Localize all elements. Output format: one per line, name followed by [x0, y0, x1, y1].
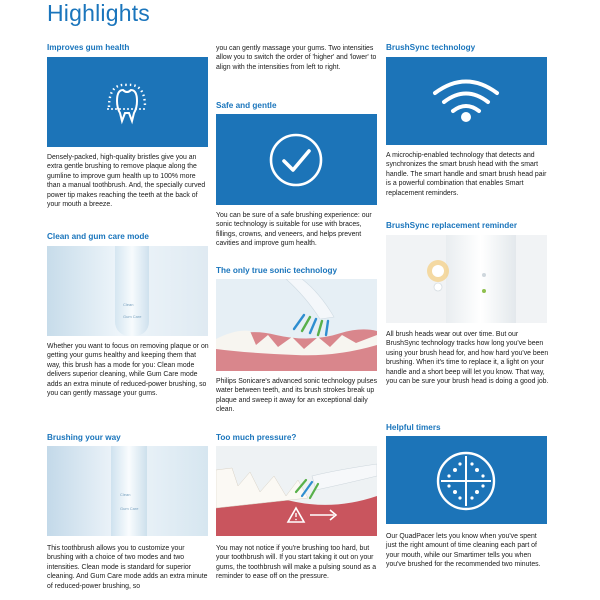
- replacement-image: [386, 235, 547, 323]
- timers-image: [386, 436, 547, 524]
- pressure-image: [216, 446, 377, 536]
- brushing-way-text: This toothbrush allows you to customize your brushing with a choice of two modes and two intensities. Clean mode is standard for superior cleaning. And Gum Care mode adds an extra minute of reduced-power brushing, so: [47, 545, 208, 590]
- brushsync-text: A microchip-enabled technology that detects and synchronizes the smart brush head with the smart handle. The smart handle and smart brush head pair is a powerful combination that enables Smart replacement reminders.: [386, 152, 547, 197]
- clean-gum-mode-text: Whether you want to focus on removing plaque or on getting your gums healthy and keeping them that way, this brush has a mode for you: Clean mode delivers superior cleaning, while Gum Care mode adds an extra minute of reduced-power brushing, so you can gently massage your gums.: [47, 343, 209, 398]
- handle-mode-label-clean: Clean: [120, 492, 131, 497]
- pressure-text: You may not notice if you're brushing too hard, but your toothbrush will. If you start taking it out on your gums, the toothbrush will make a pulsing sound as a reminder to ease off on the pressure.: [216, 545, 377, 581]
- section-title-sonic-tech: The only true sonic technology: [216, 266, 338, 275]
- checkmark-icon: [216, 114, 377, 205]
- replacement-light-icon: [386, 235, 547, 323]
- brushsync-image: [386, 57, 547, 145]
- brushhead-teeth-illustration: [216, 279, 377, 371]
- section-title-timers: Helpful timers: [386, 423, 441, 432]
- section-title-clean-gum-mode: Clean and gum care mode: [47, 232, 149, 241]
- sonic-tech-image: [216, 279, 377, 371]
- timer-icon: [386, 436, 547, 524]
- toothbrush-handle: [111, 446, 147, 536]
- section-title-brushing-way: Brushing your way: [47, 433, 121, 442]
- toothbrush-handle: [115, 246, 149, 336]
- page-title: Highlights: [47, 0, 150, 26]
- brushing-way-image: [47, 446, 208, 536]
- handle-mode-label-clean: Clean: [123, 302, 134, 307]
- clean-gum-mode-image: [47, 246, 208, 336]
- handle-mode-label-gum: Gum Care: [123, 314, 142, 319]
- safe-gentle-image: [216, 114, 377, 205]
- gum-health-text: Densely-packed, high-quality bristles give you an extra gentle brushing to remove plaque along the gumline to improve gum health up to 100% more than a manual toothbrush. And, the specially curved power tip makes reaching the teeth at the back of your mouth a breeze.: [47, 154, 206, 209]
- section-title-brushsync: BrushSync technology: [386, 43, 476, 52]
- brushing-way-text-continued: you can gently massage your gums. Two intensities allow you to switch the order of 'higher' and 'lower' to align with the intensities from left to right.: [216, 45, 377, 71]
- section-title-replacement: BrushSync replacement reminder: [386, 221, 518, 230]
- section-title-pressure: Too much pressure?: [216, 433, 297, 442]
- tooth-icon: [47, 57, 208, 147]
- safe-gentle-text: You can be sure of a safe brushing experience: our sonic technology is suitable for use with braces, fillings, crowns, and veneers, and helps prevent cavities and improve gum health.: [216, 212, 372, 248]
- pressure-illustration: [216, 446, 377, 536]
- replacement-text: All brush heads wear out over time. But our BrushSync technology tracks how long you've been using your brush head for, and how hard you've been brushing. When it's time to replace it, a light on your handle and a short beep will let you know. That way, you can be sure your brush head is doing a good job.: [386, 331, 549, 386]
- gum-health-image: [47, 57, 208, 147]
- section-title-gum-health: Improves gum health: [47, 43, 130, 52]
- handle-mode-label-gum: Gum Care: [120, 506, 139, 511]
- wireless-signal-icon: [386, 57, 547, 145]
- timers-text: Our QuadPacer lets you know when you've spent just the right amount of time cleaning each part of your mouth, while our Smartimer tells you when you've brushed for the recommended two minutes.: [386, 533, 541, 569]
- section-title-safe-gentle: Safe and gentle: [216, 101, 277, 110]
- sonic-tech-text: Philips Sonicare's advanced sonic technology pulses water between teeth, and its brush strokes break up plaque and sweep it away for an exceptional daily clean.: [216, 378, 378, 414]
